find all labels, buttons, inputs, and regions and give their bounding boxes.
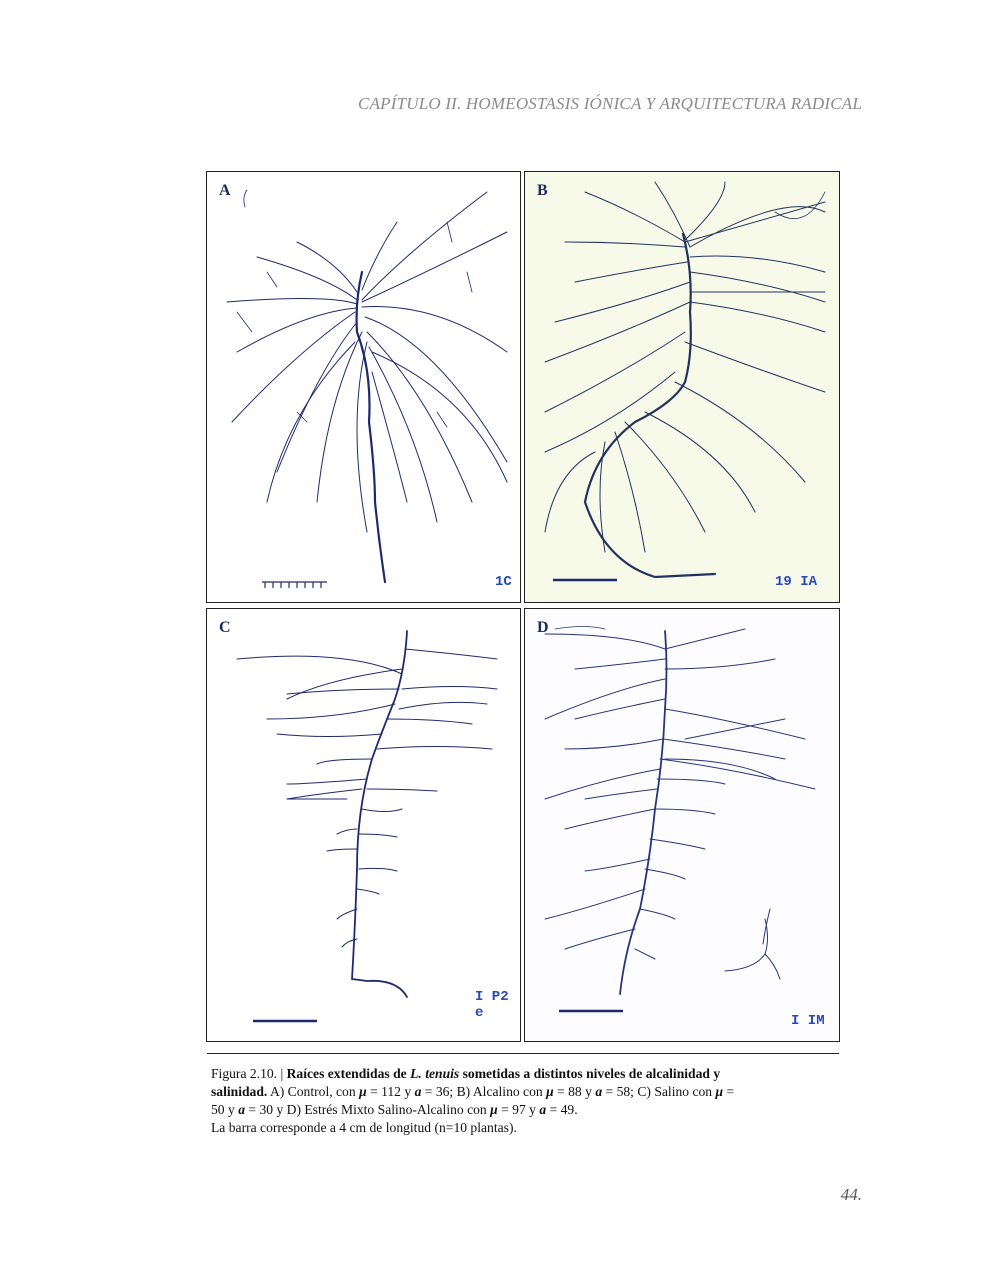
caption-text-5: = 58; C) Salino con — [602, 1084, 716, 1099]
caption-species: L. tenuis — [410, 1066, 460, 1081]
caption-text-3: = 36; B) Alcalino con — [421, 1084, 547, 1099]
caption-title-part-1: Raíces extendidas de — [286, 1066, 411, 1081]
root-image-c — [207, 609, 520, 1041]
caption-mu-2: μ — [546, 1084, 554, 1099]
figure-panel-b — [524, 171, 840, 603]
caption-text-1: A) Control, con — [267, 1084, 360, 1099]
caption-mu-4: μ — [490, 1102, 498, 1117]
figure-panel-d — [524, 608, 840, 1042]
root-image-b — [525, 172, 839, 602]
caption-text-8: = 97 y — [497, 1102, 540, 1117]
panel-label-d: D — [537, 619, 549, 636]
caption-mu-3: μ — [715, 1084, 724, 1099]
caption-text-2: = 112 y — [366, 1084, 415, 1099]
caption-text-4: = 88 y — [553, 1084, 596, 1099]
figure-caption — [211, 1065, 751, 1137]
running-head: CAPÍTULO II. HOMEOSTASIS IÓNICA Y ARQUITECTURA RADICAL — [358, 94, 862, 113]
caption-a-3: a — [238, 1102, 245, 1117]
caption-a-1: a — [414, 1084, 422, 1099]
caption-title-part-2: sometidas a distintos niveles de alcalinidad y salinidad. — [211, 1066, 721, 1099]
caption-text-9: = 49. — [546, 1102, 578, 1117]
caption-a-4: a — [539, 1102, 547, 1117]
figure-panel-a — [206, 171, 521, 603]
caption-mu-1: μ — [359, 1084, 367, 1099]
caption-a-2: a — [595, 1084, 603, 1099]
caption-prefix: Figura 2.10. | — [211, 1066, 287, 1081]
root-image-d — [525, 609, 839, 1041]
sample-label-a: 1C — [495, 574, 512, 590]
caption-text-6: = 50 y — [211, 1084, 735, 1117]
panel-label-a: A — [219, 182, 231, 199]
caption-bar-note: La barra corresponde a 4 cm de longitud (n=10 plantas). — [211, 1120, 517, 1135]
page-number: 44. — [840, 1185, 862, 1204]
sample-label-c: I P2 e — [475, 989, 509, 1021]
panel-label-b: B — [537, 182, 548, 199]
caption-text-7: = 30 y D) Estrés Mixto Salino-Alcalino con — [244, 1102, 491, 1117]
root-image-a — [207, 172, 520, 602]
panel-label-c: C — [219, 619, 231, 636]
sample-label-b: 19 IA — [775, 574, 818, 590]
figure-panel-c — [206, 608, 521, 1042]
caption-rule — [207, 1053, 839, 1054]
sample-label-d: I IM — [791, 1013, 825, 1029]
